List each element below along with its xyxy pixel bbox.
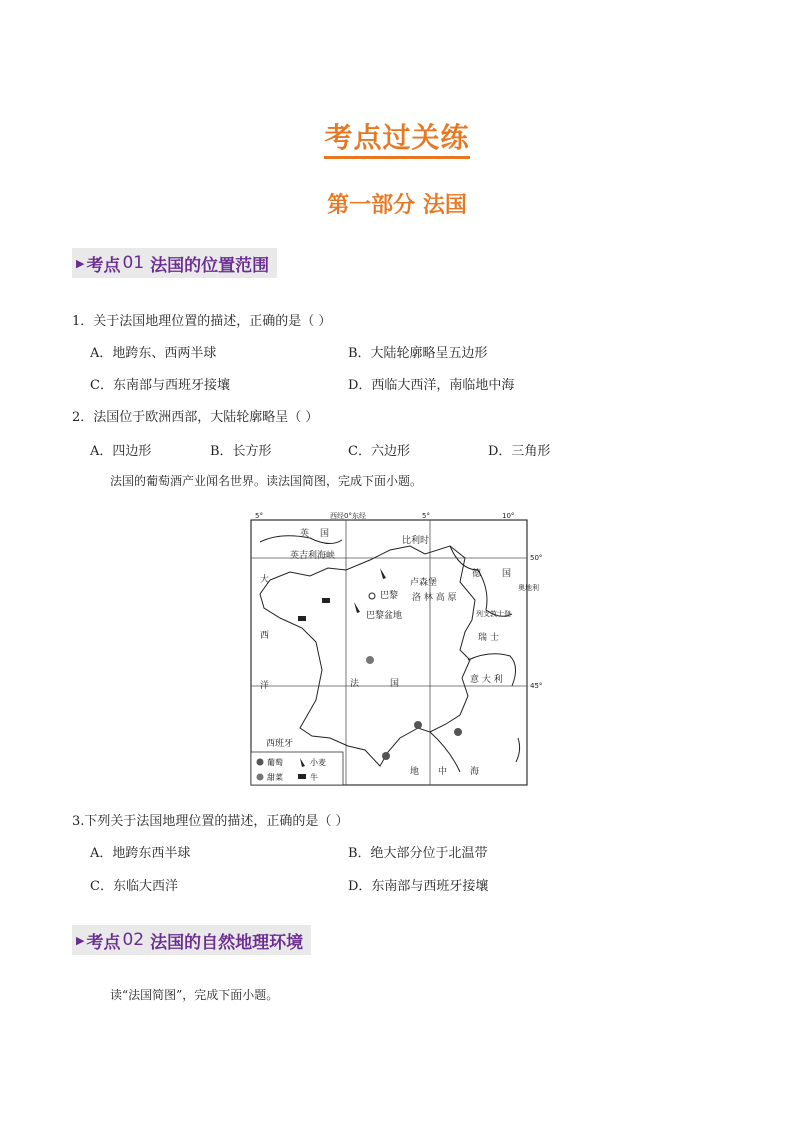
legend-grape-icon <box>257 759 264 766</box>
map-lon-10e: 10° <box>502 512 515 520</box>
map-label-italy: 意 大 利 <box>470 675 503 685</box>
grape-icon <box>382 752 390 760</box>
map-label-france2: 国 <box>390 679 400 689</box>
map-lon-5w: 5° <box>255 512 263 520</box>
question-1-stem: 1．关于法国地理位置的描述，正确的是（ ） <box>72 314 332 329</box>
france-map <box>250 510 550 790</box>
q2-option-b[interactable]: B．长方形 <box>210 444 272 459</box>
q1-option-c[interactable]: C．东南部与西班牙接壤 <box>90 378 230 393</box>
map-label-spain: 西班牙 <box>266 739 294 749</box>
map-lon-0: 西经0°东经 <box>330 512 366 520</box>
intro-text-2: 读“法国简图”，完成下面小题。 <box>110 988 279 1002</box>
map-label-swiss: 瑞 士 <box>478 633 499 643</box>
map-label-ocean1: 大 <box>260 575 270 585</box>
section-title: 法国的自然地理环境 <box>150 932 304 953</box>
map-label-channel: 英吉利海峡 <box>290 551 336 561</box>
legend-cattle: 牛 <box>310 773 318 782</box>
map-label-paris: 巴黎 <box>380 591 399 601</box>
map-label-lux: 卢森堡 <box>410 578 438 588</box>
triangle-marker-icon: ▶ <box>76 256 85 270</box>
cattle-icon <box>298 616 306 621</box>
map-lat-45: 45° <box>530 682 543 690</box>
page-subtitle: 第一部分 法国 <box>327 193 467 218</box>
map-label-liecht: 列支敦士登 <box>476 610 511 618</box>
map-label-belgium: 比利时 <box>402 536 430 546</box>
q3-option-a[interactable]: A．地跨东西半球 <box>90 846 191 861</box>
q1-option-b[interactable]: B．大陆轮廓略呈五边形 <box>348 346 488 361</box>
section-title: 法国的位置范围 <box>150 255 270 276</box>
q2-option-d[interactable]: D．三角形 <box>488 444 551 459</box>
map-legend <box>251 752 343 785</box>
legend-beet: 甜菜 <box>267 773 283 782</box>
question-3-stem: 3.下列关于法国地理位置的描述，正确的是（ ） <box>72 814 349 829</box>
q2-option-c[interactable]: C．六边形 <box>348 444 410 459</box>
map-label-lorraine: 洛 林 高 原 <box>412 593 457 603</box>
map-lat-50: 50° <box>530 554 543 562</box>
paris-marker-icon <box>369 593 375 599</box>
map-label-germany1: 德 <box>472 569 482 579</box>
question-2-stem: 2．法国位于欧洲西部，大陆轮廓略呈（ ） <box>72 410 319 425</box>
map-label-ocean3: 洋 <box>260 681 270 691</box>
section-number: 01 <box>122 253 145 273</box>
q3-option-d[interactable]: D．东南部与西班牙接壤 <box>348 879 489 894</box>
legend-cattle-icon <box>298 774 306 779</box>
map-lon-5e: 5° <box>422 512 430 520</box>
q3-option-c[interactable]: C．东临大西洋 <box>90 879 178 894</box>
map-label-france1: 法 <box>350 679 360 689</box>
map-label-ocean2: 西 <box>260 631 270 641</box>
map-label-basin: 巴黎盆地 <box>366 611 403 621</box>
map-label-med2: 中 <box>438 767 448 777</box>
legend-wheat: 小麦 <box>310 758 326 767</box>
q1-option-a[interactable]: A．地跨东、西两半球 <box>90 346 217 361</box>
legend-beet-icon <box>257 774 264 781</box>
cattle-icon <box>322 598 330 603</box>
section-label: 考点 <box>86 932 121 953</box>
map-label-med3: 海 <box>470 767 480 777</box>
beet-icon <box>366 656 374 664</box>
grape-icon <box>454 728 462 736</box>
section-header-02 <box>72 925 311 955</box>
map-label-uk2: 国 <box>320 529 330 539</box>
q1-option-d[interactable]: D．西临大西洋，南临地中海 <box>348 378 515 393</box>
q2-option-a[interactable]: A．四边形 <box>90 444 152 459</box>
legend-grape: 葡萄 <box>267 758 283 767</box>
q3-option-b[interactable]: B．绝大部分位于北温带 <box>348 846 488 861</box>
section-number: 02 <box>122 930 145 950</box>
map-label-austria: 奥地利 <box>518 584 539 592</box>
intro-text-1: 法国的葡萄酒产业闻名世界。读法国简图，完成下面小题。 <box>110 474 423 488</box>
section-label: 考点 <box>86 255 121 276</box>
grape-icon <box>414 721 422 729</box>
page-title: 考点过关练 <box>0 116 794 156</box>
map-label-germany2: 国 <box>502 569 512 579</box>
map-label-uk: 英 <box>300 529 310 539</box>
triangle-marker-icon: ▶ <box>76 933 85 947</box>
section-header-01 <box>72 248 277 278</box>
map-label-med1: 地 <box>410 767 420 777</box>
